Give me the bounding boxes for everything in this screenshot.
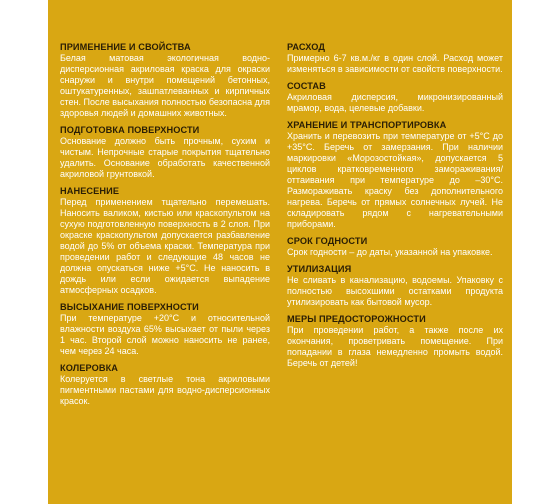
text-tinting: Колеруется в светлые тона акриловыми пигментными пастами для водно-дисперсионных красок. [60, 374, 270, 406]
heading-application: ПРИМЕНЕНИЕ И СВОЙСТВА [60, 42, 191, 52]
section-precautions [287, 313, 503, 369]
heading-composition: СОСТАВ [287, 81, 326, 91]
section-composition [287, 80, 503, 114]
section-tinting [60, 362, 270, 407]
text-applying: Перед применением тщательно перемешать. Наносить валиком, кистью или краскопультом на сухую подготовленную поверхность в 2 слоя. При окраске краскопультом допускается разбавление водой до 5% от объема краски. Температура при проведении работ и следующие 48 часов не должна опускаться ниже +5°С. Не наносить в дождь или если ожидается выпадение атмосферных осадков. [60, 197, 270, 295]
heading-disposal: УТИЛИЗАЦИЯ [287, 264, 352, 274]
heading-tinting: КОЛЕРОВКА [60, 363, 119, 373]
text-shelf-life: Срок годности – до даты, указанной на упаковке. [287, 247, 493, 257]
section-disposal [287, 263, 503, 308]
text-drying: При температуре +20°С и относительной влажности воздуха 65% высыхает от пыли через 1 час. Второй слой можно наносить не ранее, чем через 24 часа. [60, 313, 270, 356]
heading-drying: ВЫСЫХАНИЕ ПОВЕРХНОСТИ [60, 302, 199, 312]
text-consumption: Примерно 6-7 кв.м./кг в один слой. Расход может изменяться в зависимости от свойств поверхности. [287, 53, 503, 74]
heading-storage: ХРАНЕНИЕ И ТРАНСПОРТИРОВКА [287, 120, 447, 130]
text-preparation: Основание должно быть прочным, сухим и чистым. Непрочные старые покрытия тщательно удалить. Основание обработать качественной акриловой грунтовкой. [60, 136, 270, 179]
section-shelf-life [287, 235, 503, 258]
heading-preparation: ПОДГОТОВКА ПОВЕРХНОСТИ [60, 125, 200, 135]
section-consumption [287, 41, 503, 75]
heading-consumption: РАСХОД [287, 42, 326, 52]
text-application: Белая матовая экологичная водно-дисперсионная акриловая краска для окраски снаружи и внутри помещений бетонных, оштукатуренных, зашпатлеванных и кирпичных стен. После высыхания полностью безопасна для здоровья людей и домашних животных. [60, 53, 270, 118]
left-column [60, 41, 270, 412]
right-column [287, 41, 503, 374]
text-composition: Акриловая дисперсия, микронизированный мрамор, вода, целевые добавки. [287, 92, 503, 113]
section-applying [60, 185, 270, 296]
section-application [60, 41, 270, 119]
heading-shelf-life: СРОК ГОДНОСТИ [287, 236, 368, 246]
text-storage: Хранить и перевозить при температуре от +5°С до +35°С. Беречь от замерзания. При наличии маркировки «Морозостойкая», допускается 5 циклов кратковременного замораживания/оттаивания при температуре до –30°С. Размораживать краску без дополнительного нагрева. Беречь от прямых солнечных лучей. Не складировать рядом с нагревательными приборами. [287, 131, 503, 229]
section-storage [287, 119, 503, 230]
heading-applying: НАНЕСЕНИЕ [60, 186, 120, 196]
section-drying [60, 301, 270, 357]
text-precautions: При проведении работ, а также после их окончания, проветривать помещение. При попадании в глаза немедленно промыть водой. Беречь от детей! [287, 325, 503, 368]
section-preparation [60, 124, 270, 180]
heading-precautions: МЕРЫ ПРЕДОСТОРОЖНОСТИ [287, 314, 426, 324]
text-disposal: Не сливать в канализацию, водоемы. Упаковку с полностью высохшими остатками продукта утилизировать как бытовой мусор. [287, 275, 503, 307]
